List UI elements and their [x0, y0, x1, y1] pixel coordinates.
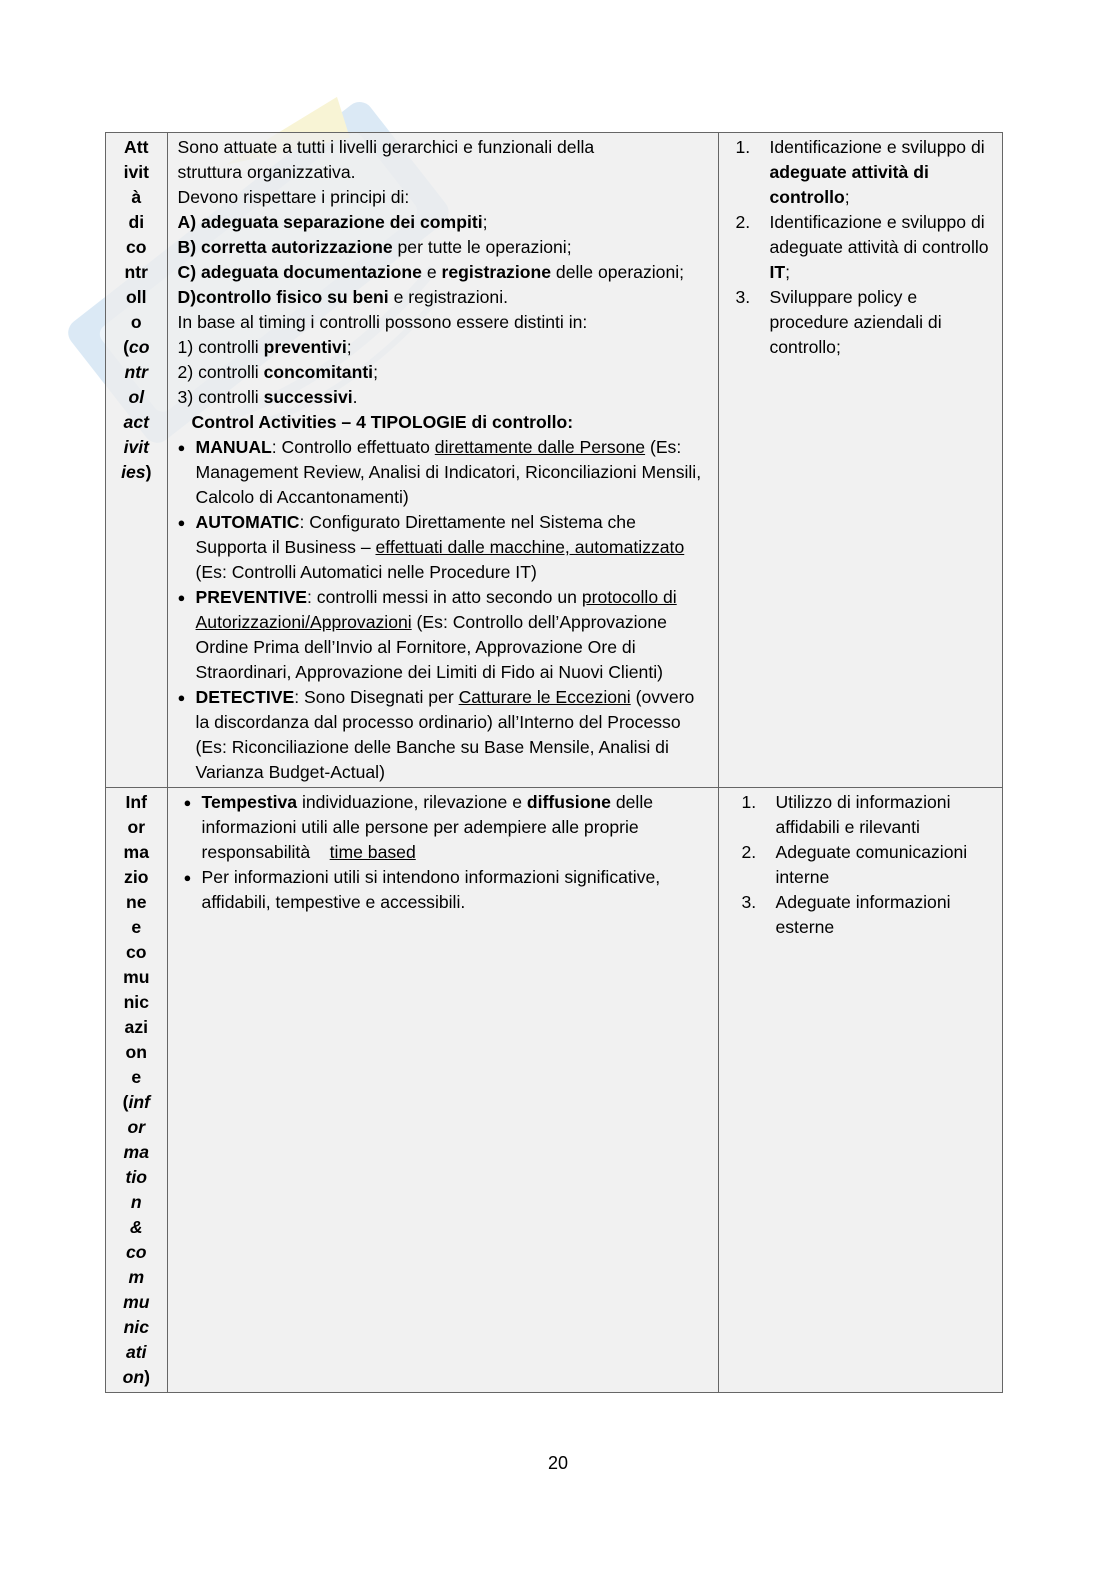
coso-components-table: [105, 132, 1003, 1393]
table-row: [106, 133, 1003, 788]
table-row: [106, 788, 1003, 1393]
list-item: ● PREVENTIVE: controlli messi in atto secondo un protocollo di Autorizzazioni/Approvazioni (Es: Controllo dell’Approvazione Ordine Prima dell’Invio al Fornitore, Approvazione Ore di Straordinari, Approvazione dei Limiti di Fido ai Nuovi Clienti): [178, 585, 711, 685]
timing-2: 2) controlli concomitanti;: [177, 362, 378, 382]
principle-d: D)controllo fisico su beni e registrazioni.: [177, 287, 509, 307]
timing-3: 3) controlli successivi.: [177, 387, 358, 407]
principles-list: [733, 790, 994, 940]
control-activities-principles: [719, 133, 1003, 788]
page-number: 20: [547, 1453, 569, 1473]
list-item: 1. Identificazione e sviluppo di adeguate attività di controllo;: [735, 137, 985, 207]
principle-a: A) adeguata separazione dei compiti;: [177, 212, 488, 232]
information-communication-description: [167, 788, 719, 1393]
list-item: ● Tempestiva individuazione, rilevazione e diffusione delle informazioni utili alle persone per adempiere alle proprie responsabilità time based: [178, 790, 711, 865]
timing-1: 1) controlli preventivi;: [177, 337, 352, 357]
list-item: 2. Identificazione e sviluppo di adeguate attività di controllo IT;: [735, 212, 989, 282]
list-item: ● Per informazioni utili si intendono informazioni significative, affidabili, tempestive e accessibili.: [178, 865, 711, 915]
list-item: 1. Utilizzo di informazioni affidabili e rilevanti: [741, 792, 951, 837]
principles-list: [733, 135, 994, 360]
principle-b: B) corretta autorizzazione per tutte le operazioni;: [177, 237, 572, 257]
control-types-heading: Control Activities – 4 TIPOLOGIE di controllo:: [191, 412, 574, 432]
row-heading-control-activities: Att ivit à di co ntr oll o (co ntr ol act ivit ies): [106, 133, 168, 788]
list-item: ● MANUAL: Controllo effettuato direttamente dalle Persone (Es: Management Review, Analisi di Indicatori, Riconciliazioni Mensili, Calcolo di Accantonamenti): [178, 435, 711, 510]
information-bullets: [178, 790, 711, 915]
row-heading-information-communication: Inf or ma zio ne e co mu nic azi on e (inf or ma tio n & co m mu nic ati on): [106, 788, 168, 1393]
control-types-list: [178, 435, 711, 785]
list-item: ● AUTOMATIC: Configurato Direttamente nel Sistema che Supporta il Business – effettuati dalle macchine, automatizzato (Es: Controlli Automatici nelle Procedure IT): [178, 510, 711, 585]
list-item: 3. Adeguate informazioni esterne: [741, 892, 951, 937]
list-item: 3. Sviluppare policy e procedure aziendali di controllo;: [735, 287, 942, 357]
principle-c: C) adeguata documentazione e registrazione delle operazioni;: [177, 262, 685, 282]
control-activities-description: Sono attuate a tutti i livelli gerarchici e funzionali della struttura organizzativa. Devono rispettare i principi di: A) adeguata separazione dei compiti; B) corretta autorizzazione per tutte le operazioni; C) adeguata documentazione e registrazione delle operazioni; D)controllo fisico su beni e registrazioni. In base al timing i controlli possono essere distinti in: 1) controlli preventivi; 2) controlli concomitanti; 3) controlli successivi. Control Activities – 4 TIPOLOGIE di controllo: ● MANUAL: Controllo effettuato direttamente dalle Persone (Es: Management Review, Analisi di Indicatori, Riconciliazioni Mensili, Calcolo di Accantonamenti) ● AUTOMATIC: Configurato Direttamente nel Sistema che Supporta il Business – effettuati dalle macchine, automatizzato (Es: Controlli Automatici nelle Procedure IT) ● PREVENTIVE: controlli messi in atto secondo un protocollo di Autorizzazioni/Approvazioni (Es: Controllo dell’Approvazione Ordine Prima dell’Invio al Fornitore, Approvazione Ore di Straordinari, Approvazione dei Limiti di Fido ai Nuovi Clienti) ● DETECTIVE: Sono Disegnati per Catturare le Eccezioni (ovvero la discordanza dal processo ordinario) all’Interno del Processo (Es: Riconciliazione delle Banche su Base Mensile, Analisi di Varianza Budget-Actual): [167, 133, 719, 788]
list-item: ● DETECTIVE: Sono Disegnati per Catturare le Eccezioni (ovvero la discordanza dal processo ordinario) all’Interno del Processo (Es: Riconciliazione delle Banche su Base Mensile, Analisi di Varianza Budget-Actual): [178, 685, 711, 785]
list-item: 2. Adeguate comunicazioni interne: [741, 842, 968, 887]
information-communication-principles: [719, 788, 1003, 1393]
